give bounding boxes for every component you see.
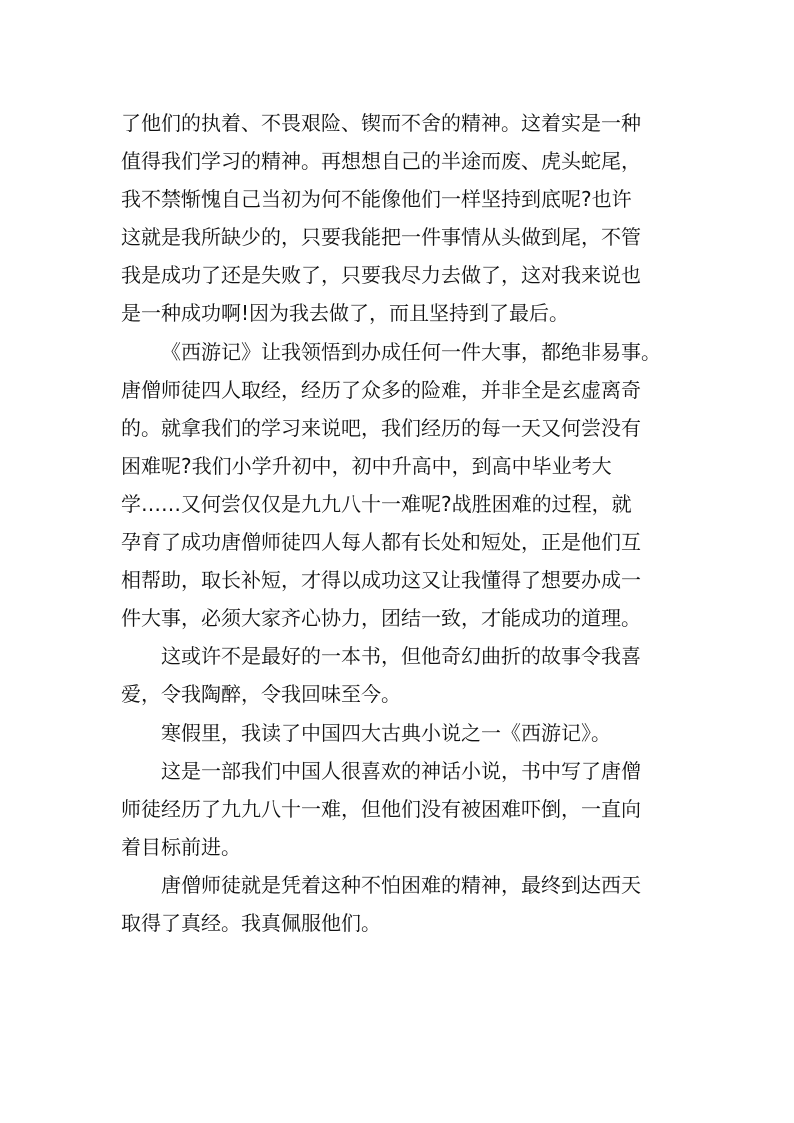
paragraph-start-line: 唐僧师徒就是凭着这种不怕困难的精神，最终到达西天 [161, 872, 641, 897]
text-line: 学……又何尝仅仅是九九八十一难呢?战胜困难的过程，就 [121, 491, 632, 516]
text-line: 取得了真经。我真佩服他们。 [121, 910, 381, 935]
text-line: 爱，令我陶醉，令我回味至今。 [121, 682, 401, 707]
text-line: 是一种成功啊!因为我去做了，而且坚持到了最后。 [121, 301, 570, 326]
paragraph-start-line: 这是一部我们中国人很喜欢的神话小说，书中写了唐僧 [161, 758, 641, 783]
text-line: 困难呢?我们小学升初中，初中升高中，到高中毕业考大 [121, 453, 612, 478]
text-line: 件大事，必须大家齐心协力，团结一致，才能成功的道理。 [121, 606, 641, 631]
text-line: 唐僧师徒四人取经，经历了众多的险难，并非全是玄虚离奇 [121, 377, 641, 402]
body-text [121, 104, 681, 942]
paragraph-start-line: 这或许不是最好的一本书，但他奇幻曲折的故事令我喜 [161, 644, 641, 669]
text-line: 了他们的执着、不畏艰险、锲而不舍的精神。这着实是一种 [121, 111, 641, 135]
text-line: 着目标前进。 [121, 834, 241, 859]
text-line: 我是成功了还是失败了，只要我尽力去做了，这对我来说也 [121, 263, 641, 288]
text-line: 的。就拿我们的学习来说吧，我们经历的每一天又何尝没有 [121, 415, 641, 440]
text-line: 相帮助，取长补短，才得以成功这又让我懂得了想要办成一 [121, 568, 641, 593]
text-line: 师徒经历了九九八十一难，但他们没有被困难吓倒，一直向 [121, 796, 641, 821]
text-line: 这就是我所缺少的，只要我能把一件事情从头做到尾，不管 [121, 225, 641, 250]
text-line: 孕育了成功唐僧师徒四人每人都有长处和短处，正是他们互 [121, 530, 641, 555]
text-line: 值得我们学习的精神。再想想自己的半途而废、虎头蛇尾， [121, 149, 641, 174]
paragraph-start-line: 寒假里，我读了中国四大古典小说之一《西游记》。 [161, 720, 611, 745]
text-line: 我不禁惭愧自己当初为何不能像他们一样坚持到底呢?也许 [121, 187, 632, 212]
paragraph-start-line: 《西游记》让我领悟到办成任何一件大事，都绝非易事。 [161, 339, 661, 364]
